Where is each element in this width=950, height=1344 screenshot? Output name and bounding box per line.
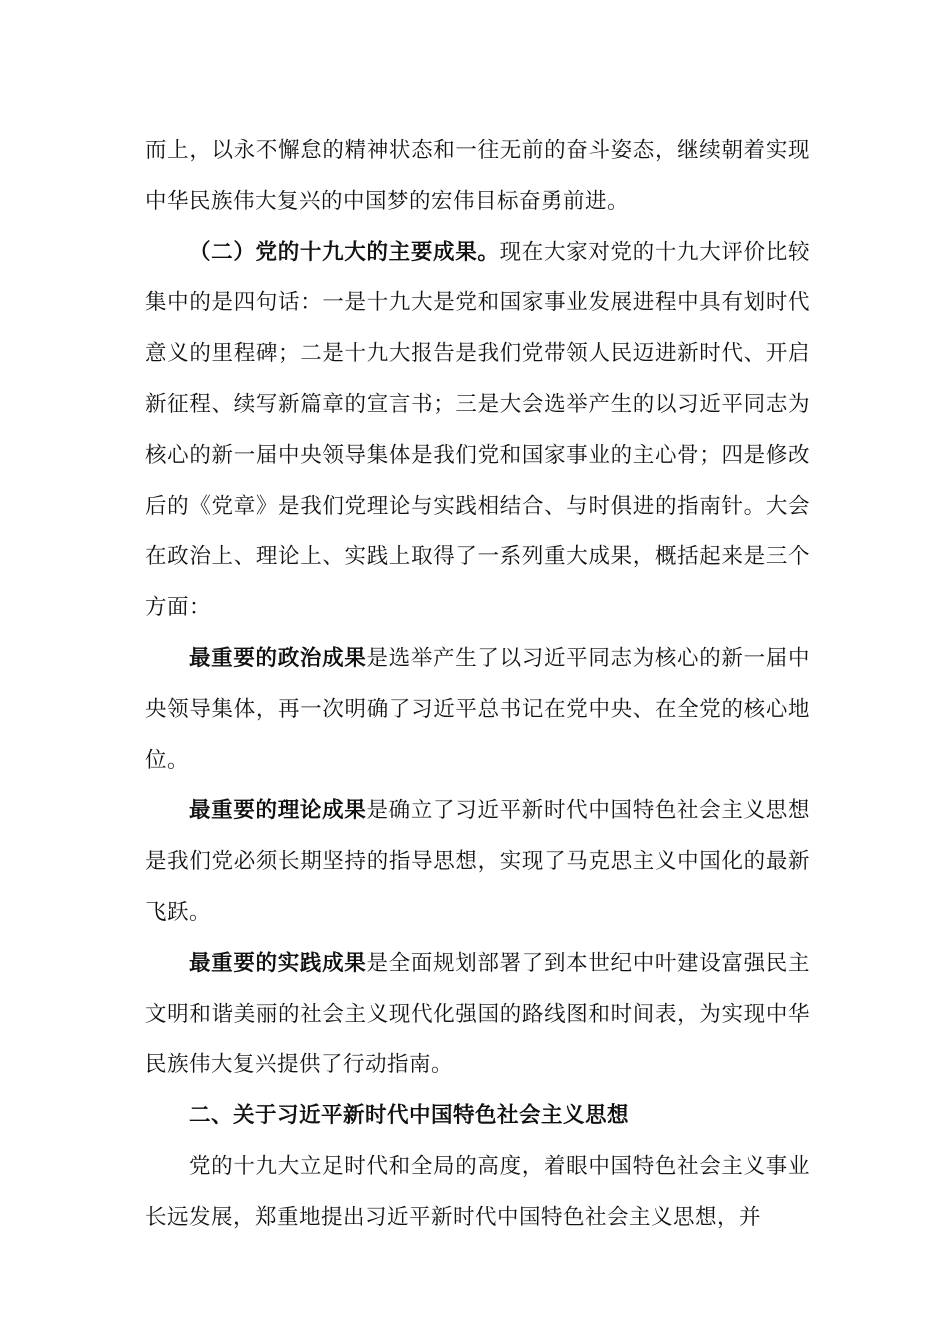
paragraph-lead-bold: 最重要的理论成果 xyxy=(189,798,367,824)
paragraph-lead-bold: 最重要的实践成果 xyxy=(189,950,367,976)
paragraph-theoretical-achievement xyxy=(145,786,810,938)
section-heading: 二、关于习近平新时代中国特色社会主义思想 xyxy=(189,1103,630,1129)
paragraph-text: 现在大家对党的十九大评价比较集中的是四句话：一是十九大是党和国家事业发展进程中具有划时代意义的里程碑；二是十九大报告是我们党带领人民迈进新时代、开启新征程、续写新篇章的宣言书；三是大会选举产生的以习近平同志为核心的新一届中央领导集体是我们党和国家事业的主心骨；四是修改后的《党章》是我们党理论与实践相结合、与时俱进的指南针。大会在政治上、理论上、实践上取得了一系列重大成果，概括起来是三个方面： xyxy=(145,239,810,621)
paragraph-political-achievement xyxy=(145,634,810,786)
paragraph-continuation xyxy=(145,126,810,228)
paragraph-text: 是选举产生了以习近平同志为核心的新一届中央领导集体，再一次明确了习近平总书记在党中央、在全党的核心地位。 xyxy=(145,645,810,773)
paragraph-lead-bold: （二）党的十九大的主要成果。 xyxy=(189,239,500,265)
paragraph-main-achievements xyxy=(145,228,810,634)
paragraph-lead-bold: 最重要的政治成果 xyxy=(189,645,367,671)
paragraph-practical-achievement xyxy=(145,939,810,1091)
paragraph-text: 而上，以永不懈怠的精神状态和一往无前的奋斗姿态，继续朝着实现中华民族伟大复兴的中国梦的宏伟目标奋勇前进。 xyxy=(145,138,810,214)
document-body xyxy=(145,126,810,1244)
paragraph-text: 是全面规划部署了到本世纪中叶建设富强民主文明和谐美丽的社会主义现代化强国的路线图和时间表，为实现中华民族伟大复兴提供了行动指南。 xyxy=(145,950,810,1078)
paragraph-final: 党的十九大立足时代和全局的高度，着眼中国特色社会主义事业长远发展，郑重地提出习近平新时代中国特色社会主义思想，并 xyxy=(145,1153,810,1230)
paragraph-text: 是确立了习近平新时代中国特色社会主义思想是我们党必须长期坚持的指导思想，实现了马克思主义中国化的最新飞跃。 xyxy=(145,798,810,925)
